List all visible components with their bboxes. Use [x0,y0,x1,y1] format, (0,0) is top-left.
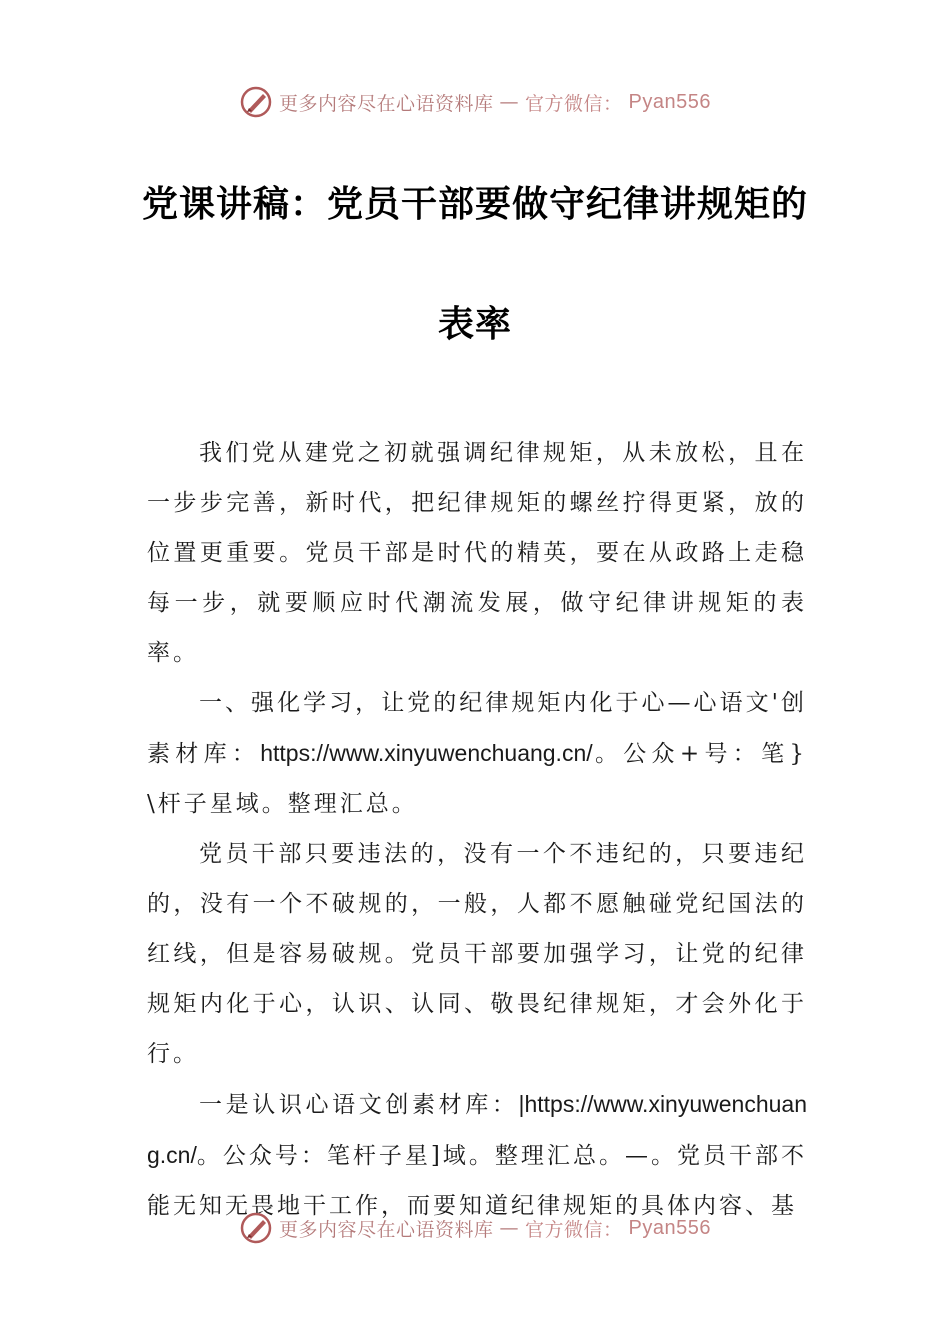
banner-text: 更多内容尽在心语资料库 [279,1218,494,1241]
banner-wechat-id: Pyan556 [628,1216,711,1239]
footer-watermark-banner [0,1208,950,1248]
paragraph-2-text: 一、强化学习，让党的纪律规矩内化于心—心语文'创素材库： [147,690,807,767]
paragraph-3: 党员干部只要违法的，没有一个不违纪的，只要违纪的，没有一个不破规的，一般，人都不愿触碰党纪国法的红线，但是容易破规。党员干部要加强学习，让党的纪律规矩内化于心，认识、认同、敬畏纪律规矩，才会外化于行。 [147,841,807,1067]
paragraph-2 [147,678,807,829]
document-title-line-1: 党课讲稿：党员干部要做守纪律讲规矩的 [141,183,808,225]
header-watermark-banner [0,82,950,122]
banner-text: 更多内容尽在心语资料库 [279,92,494,115]
banner-wechat-label: 官方微信： [525,92,623,115]
banner-wechat-id: Pyan556 [628,90,711,113]
pen-logo-icon [239,1211,273,1245]
banner-dash: — [499,1217,520,1239]
paragraph-1: 我们党从建党之初就强调纪律规矩，从未放松，且在一步步完善，新时代，把纪律规矩的螺丝拧得更紧，放的位置更重要。党员干部是时代的精英，要在从政路上走稳每一步，就要顺应时代潮流发展，做守纪律讲规矩的表率。 [147,440,807,666]
document-body [147,428,807,1231]
paragraph-4-tail: 。公众号：笔杆子星]域。整理汇总。—。党员干部不能无知无畏地干工作，而要知道纪律规矩的具体内容、基 [147,1143,807,1219]
paragraph-2-url: https://www.xinyuwenchuang.cn/ [260,740,593,766]
banner-dash: — [499,91,520,113]
pen-logo-icon [239,85,273,119]
document-title-line-2: 表率 [437,303,512,345]
paragraph-4-url: |https://www.xinyuwenchuang.cn/ [147,1091,807,1168]
paragraph-2-tail: 。公众+号：笔}\杆子星域。整理汇总。 [147,741,808,817]
paragraph-4-text: 一是认识心语文创素材库： [199,1092,519,1118]
banner-wechat-label: 官方微信： [525,1218,623,1241]
